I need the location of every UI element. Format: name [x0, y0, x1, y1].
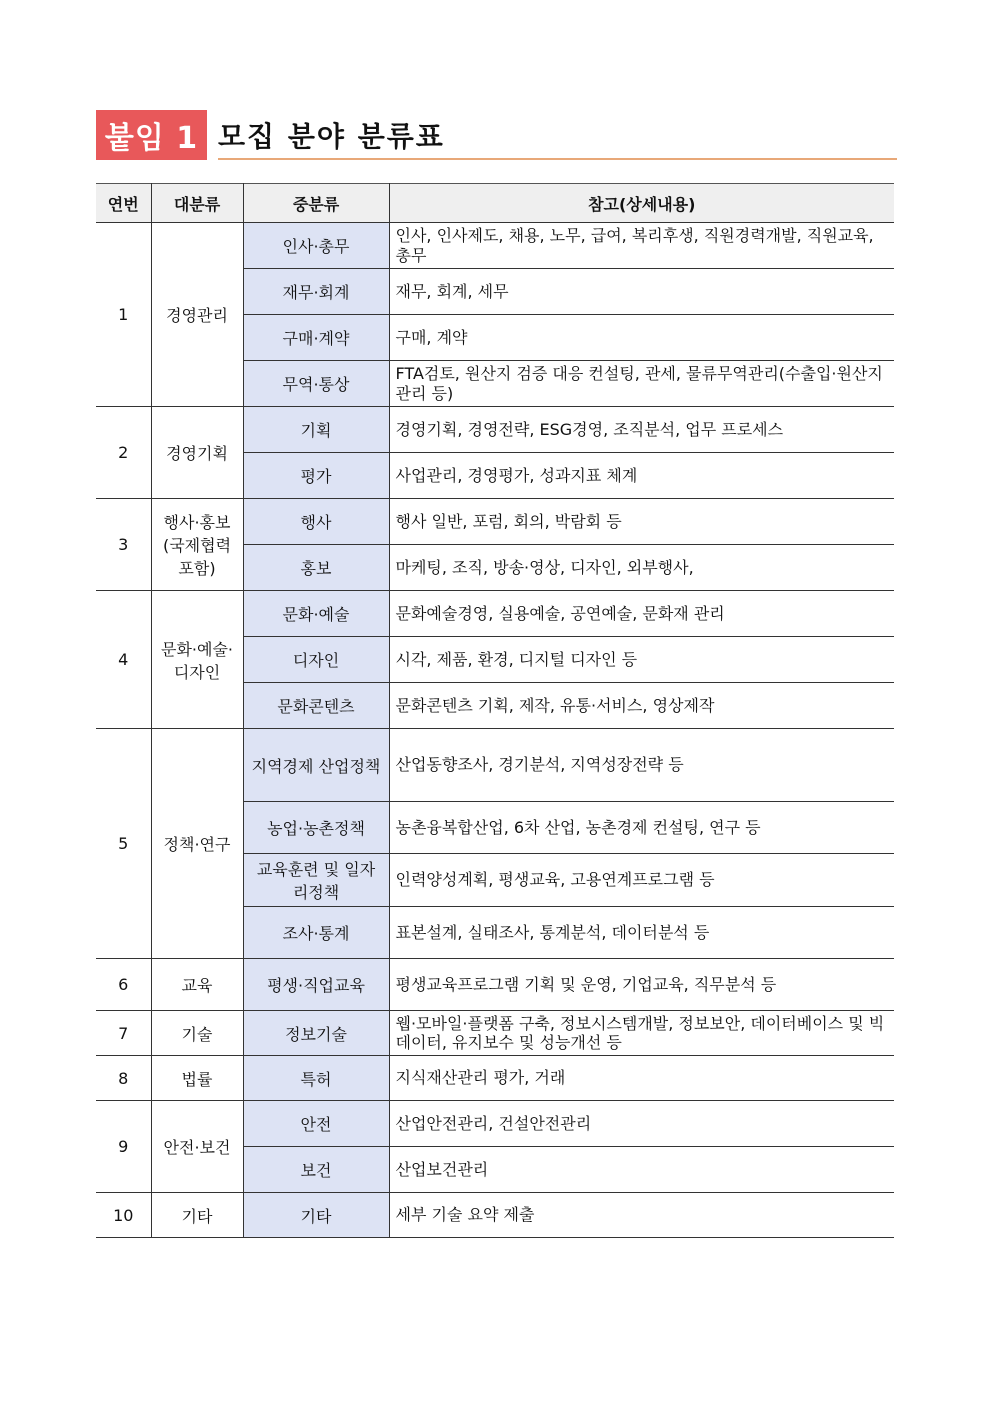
- table-row: [96, 1193, 894, 1238]
- reference-detail: 문화콘텐츠 기획, 제작, 유통·서비스, 영상제작: [389, 683, 894, 729]
- row-number: 8: [96, 1056, 151, 1101]
- mid-category: 기획: [243, 407, 389, 453]
- appendix-badge: 붙임 1: [96, 110, 207, 160]
- table-row: [96, 1101, 894, 1147]
- reference-detail: FTA검토, 원산지 검증 대응 컨설팅, 관세, 물류무역관리(수출입·원산지 관리 등): [389, 361, 894, 407]
- major-category: 문화·예술· 디자인: [151, 591, 243, 729]
- reference-detail: 행사 일반, 포럼, 회의, 박람회 등: [389, 499, 894, 545]
- mid-category: 인사·총무: [243, 223, 389, 269]
- title-underline: [218, 158, 897, 160]
- mid-category: 구매·계약: [243, 315, 389, 361]
- column-header-no: 연번: [96, 184, 151, 223]
- row-number: 9: [96, 1101, 151, 1193]
- reference-detail: 인력양성계획, 평생교육, 고용연계프로그램 등: [389, 854, 894, 907]
- mid-category: 지역경제 산업정책: [243, 729, 389, 802]
- row-number: 4: [96, 591, 151, 729]
- reference-detail: 시각, 제품, 환경, 디지털 디자인 등: [389, 637, 894, 683]
- mid-category: 농업·농촌정책: [243, 802, 389, 854]
- mid-category: 문화·예술: [243, 591, 389, 637]
- mid-category: 홍보: [243, 545, 389, 591]
- row-number: 1: [96, 223, 151, 407]
- reference-detail: 지식재산관리 평가, 거래: [389, 1056, 894, 1101]
- row-number: 2: [96, 407, 151, 499]
- row-number: 5: [96, 729, 151, 959]
- table-row: [96, 591, 894, 637]
- table-header-row: [96, 184, 894, 223]
- reference-detail: 구매, 계약: [389, 315, 894, 361]
- reference-detail: 마케팅, 조직, 방송·영상, 디자인, 외부행사,: [389, 545, 894, 591]
- appendix-title: [96, 110, 897, 162]
- reference-detail: 평생교육프로그램 기획 및 운영, 기업교육, 직무분석 등: [389, 959, 894, 1011]
- table-row: [96, 407, 894, 453]
- mid-category: 디자인: [243, 637, 389, 683]
- column-header-reference: 참고(상세내용): [389, 184, 894, 223]
- table-row: [96, 1056, 894, 1101]
- table-row: [96, 959, 894, 1011]
- reference-detail: 사업관리, 경영평가, 성과지표 체계: [389, 453, 894, 499]
- mid-category: 문화콘텐츠: [243, 683, 389, 729]
- reference-detail: 인사, 인사제도, 채용, 노무, 급여, 복리후생, 직원경력개발, 직원교육, 총무: [389, 223, 894, 269]
- row-number: 6: [96, 959, 151, 1011]
- mid-category: 특허: [243, 1056, 389, 1101]
- page-title: 모집 분야 분류표: [218, 120, 445, 153]
- row-number: 3: [96, 499, 151, 591]
- table-row: [96, 223, 894, 269]
- major-category: 법률: [151, 1056, 243, 1101]
- major-category: 기술: [151, 1011, 243, 1056]
- major-category: 안전·보건: [151, 1101, 243, 1193]
- major-category: 경영기획: [151, 407, 243, 499]
- reference-detail: 표본설계, 실태조사, 통계분석, 데이터분석 등: [389, 907, 894, 959]
- major-category: 교육: [151, 959, 243, 1011]
- row-number: 10: [96, 1193, 151, 1238]
- reference-detail: 웹·모바일·플랫폼 구축, 정보시스템개발, 정보보안, 데이터베이스 및 빅데이터, 유지보수 및 성능개선 등: [389, 1011, 894, 1056]
- table-row: [96, 1011, 894, 1056]
- mid-category: 정보기술: [243, 1011, 389, 1056]
- column-header-major: 대분류: [151, 184, 243, 223]
- mid-category: 기타: [243, 1193, 389, 1238]
- reference-detail: 산업안전관리, 건설안전관리: [389, 1101, 894, 1147]
- row-number: 7: [96, 1011, 151, 1056]
- table-row: [96, 499, 894, 545]
- mid-category: 보건: [243, 1147, 389, 1193]
- mid-category: 안전: [243, 1101, 389, 1147]
- mid-category: 평생·직업교육: [243, 959, 389, 1011]
- reference-detail: 세부 기술 요약 제출: [389, 1193, 894, 1238]
- major-category: 기타: [151, 1193, 243, 1238]
- mid-category: 무역·통상: [243, 361, 389, 407]
- reference-detail: 문화예술경영, 실용예술, 공연예술, 문화재 관리: [389, 591, 894, 637]
- major-category: 행사·홍보 (국제협력 포함): [151, 499, 243, 591]
- table-row: [96, 729, 894, 802]
- classification-table: [96, 183, 894, 1238]
- reference-detail: 산업동향조사, 경기분석, 지역성장전략 등: [389, 729, 894, 802]
- mid-category: 행사: [243, 499, 389, 545]
- major-category: 경영관리: [151, 223, 243, 407]
- mid-category: 교육훈련 및 일자리정책: [243, 854, 389, 907]
- reference-detail: 경영기획, 경영전략, ESG경영, 조직분석, 업무 프로세스: [389, 407, 894, 453]
- mid-category: 조사·통계: [243, 907, 389, 959]
- column-header-mid: 중분류: [243, 184, 389, 223]
- major-category: 정책·연구: [151, 729, 243, 959]
- reference-detail: 산업보건관리: [389, 1147, 894, 1193]
- reference-detail: 재무, 회계, 세무: [389, 269, 894, 315]
- reference-detail: 농촌융복합산업, 6차 산업, 농촌경제 컨설팅, 연구 등: [389, 802, 894, 854]
- mid-category: 재무·회계: [243, 269, 389, 315]
- mid-category: 평가: [243, 453, 389, 499]
